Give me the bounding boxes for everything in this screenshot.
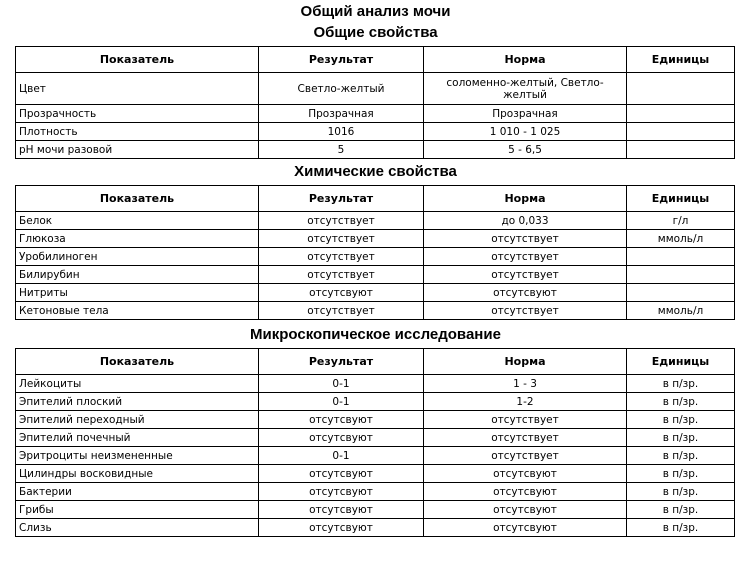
cell-indicator: Прозрачность: [16, 105, 259, 123]
cell-units: [627, 105, 735, 123]
cell-result: 0-1: [259, 393, 424, 411]
table-row: [16, 501, 735, 519]
header-norm: Норма: [424, 349, 627, 375]
header-indicator: Показатель: [16, 186, 259, 212]
cell-result: отсутсвуют: [259, 411, 424, 429]
cell-norm: отсутствует: [424, 447, 627, 465]
cell-norm: отсутсвуют: [424, 284, 627, 302]
cell-norm: 1 - 3: [424, 375, 627, 393]
section-title-general: Общие свойства: [313, 24, 438, 41]
cell-norm: отсутсвуют: [424, 465, 627, 483]
cell-norm: соломенно-желтый, Светло-желтый: [424, 73, 627, 105]
header-units: Единицы: [627, 186, 735, 212]
table-row: [16, 465, 735, 483]
table-row: [16, 73, 735, 105]
header-indicator: Показатель: [16, 47, 259, 73]
cell-norm: отсутсвуют: [424, 501, 627, 519]
header-norm: Норма: [424, 186, 627, 212]
cell-indicator: Слизь: [16, 519, 259, 537]
cell-indicator: Цилиндры восковидные: [16, 465, 259, 483]
section-title-chemical: Химические свойства: [294, 163, 457, 180]
table-row: [16, 123, 735, 141]
cell-indicator: Бактерии: [16, 483, 259, 501]
cell-norm: отсутсвуют: [424, 519, 627, 537]
cell-units: [627, 248, 735, 266]
table-row: [16, 375, 735, 393]
cell-indicator: Эритроциты неизмененные: [16, 447, 259, 465]
cell-result: отсутсвуют: [259, 284, 424, 302]
table-header-row: [16, 349, 735, 375]
cell-units: [627, 284, 735, 302]
cell-units: [627, 266, 735, 284]
cell-norm: 1-2: [424, 393, 627, 411]
table-row: [16, 429, 735, 447]
header-result: Результат: [259, 47, 424, 73]
cell-norm: до 0,033: [424, 212, 627, 230]
cell-indicator: Грибы: [16, 501, 259, 519]
cell-norm: отсутствует: [424, 302, 627, 320]
section-title-microscopic: Микроскопическое исследование: [250, 326, 501, 343]
table-header-row: [16, 47, 735, 73]
cell-units: в п/зр.: [627, 465, 735, 483]
cell-result: отсутсвуют: [259, 501, 424, 519]
table-row: [16, 519, 735, 537]
table-chemical: [15, 185, 735, 320]
table-row: [16, 411, 735, 429]
cell-indicator: Плотность: [16, 123, 259, 141]
cell-result: отсутствует: [259, 248, 424, 266]
table-general: [15, 46, 735, 159]
table-row: [16, 248, 735, 266]
table-row: [16, 212, 735, 230]
table-row: [16, 393, 735, 411]
header-result: Результат: [259, 349, 424, 375]
cell-result: отсутсвуют: [259, 483, 424, 501]
cell-indicator: Цвет: [16, 73, 259, 105]
cell-units: в п/зр.: [627, 429, 735, 447]
document-title: Общий анализ мочи: [300, 3, 451, 20]
cell-indicator: Белок: [16, 212, 259, 230]
cell-indicator: Лейкоциты: [16, 375, 259, 393]
cell-result: отсутствует: [259, 230, 424, 248]
cell-result: 0-1: [259, 375, 424, 393]
cell-units: ммоль/л: [627, 302, 735, 320]
cell-indicator: Кетоновые тела: [16, 302, 259, 320]
cell-norm: Прозрачная: [424, 105, 627, 123]
cell-indicator: Нитриты: [16, 284, 259, 302]
table-row: [16, 230, 735, 248]
cell-norm: отсутствует: [424, 266, 627, 284]
table-row: [16, 447, 735, 465]
cell-units: в п/зр.: [627, 483, 735, 501]
cell-result: 0-1: [259, 447, 424, 465]
table-row: [16, 302, 735, 320]
cell-result: Прозрачная: [259, 105, 424, 123]
header-indicator: Показатель: [16, 349, 259, 375]
cell-units: [627, 73, 735, 105]
cell-indicator: Эпителий плоский: [16, 393, 259, 411]
cell-indicator: Билирубин: [16, 266, 259, 284]
header-result: Результат: [259, 186, 424, 212]
table-header-row: [16, 186, 735, 212]
cell-result: отсутсвуют: [259, 429, 424, 447]
cell-norm: отсутствует: [424, 248, 627, 266]
cell-result: отсутствует: [259, 266, 424, 284]
table-row: [16, 284, 735, 302]
cell-indicator: pH мочи разовой: [16, 141, 259, 159]
cell-indicator: Уробилиноген: [16, 248, 259, 266]
table-row: [16, 483, 735, 501]
cell-units: [627, 141, 735, 159]
cell-units: [627, 123, 735, 141]
header-units: Единицы: [627, 349, 735, 375]
cell-units: в п/зр.: [627, 501, 735, 519]
cell-indicator: Глюкоза: [16, 230, 259, 248]
cell-units: в п/зр.: [627, 393, 735, 411]
cell-indicator: Эпителий переходный: [16, 411, 259, 429]
table-row: [16, 141, 735, 159]
cell-units: г/л: [627, 212, 735, 230]
cell-indicator: Эпителий почечный: [16, 429, 259, 447]
cell-norm: отсутсвуют: [424, 483, 627, 501]
cell-result: 1016: [259, 123, 424, 141]
cell-norm: 5 - 6,5: [424, 141, 627, 159]
header-norm: Норма: [424, 47, 627, 73]
cell-norm: отсутствует: [424, 429, 627, 447]
cell-units: в п/зр.: [627, 519, 735, 537]
cell-norm: отсутствует: [424, 411, 627, 429]
table-microscopic: [15, 348, 735, 537]
table-row: [16, 266, 735, 284]
cell-result: отсутсвуют: [259, 519, 424, 537]
header-units: Единицы: [627, 47, 735, 73]
cell-result: 5: [259, 141, 424, 159]
table-row: [16, 105, 735, 123]
cell-norm: 1 010 - 1 025: [424, 123, 627, 141]
cell-units: в п/зр.: [627, 411, 735, 429]
cell-units: ммоль/л: [627, 230, 735, 248]
cell-units: в п/зр.: [627, 447, 735, 465]
cell-result: отсутствует: [259, 302, 424, 320]
cell-result: отсутсвуют: [259, 465, 424, 483]
cell-result: отсутствует: [259, 212, 424, 230]
cell-result: Светло-желтый: [259, 73, 424, 105]
cell-units: в п/зр.: [627, 375, 735, 393]
cell-norm: отсутствует: [424, 230, 627, 248]
